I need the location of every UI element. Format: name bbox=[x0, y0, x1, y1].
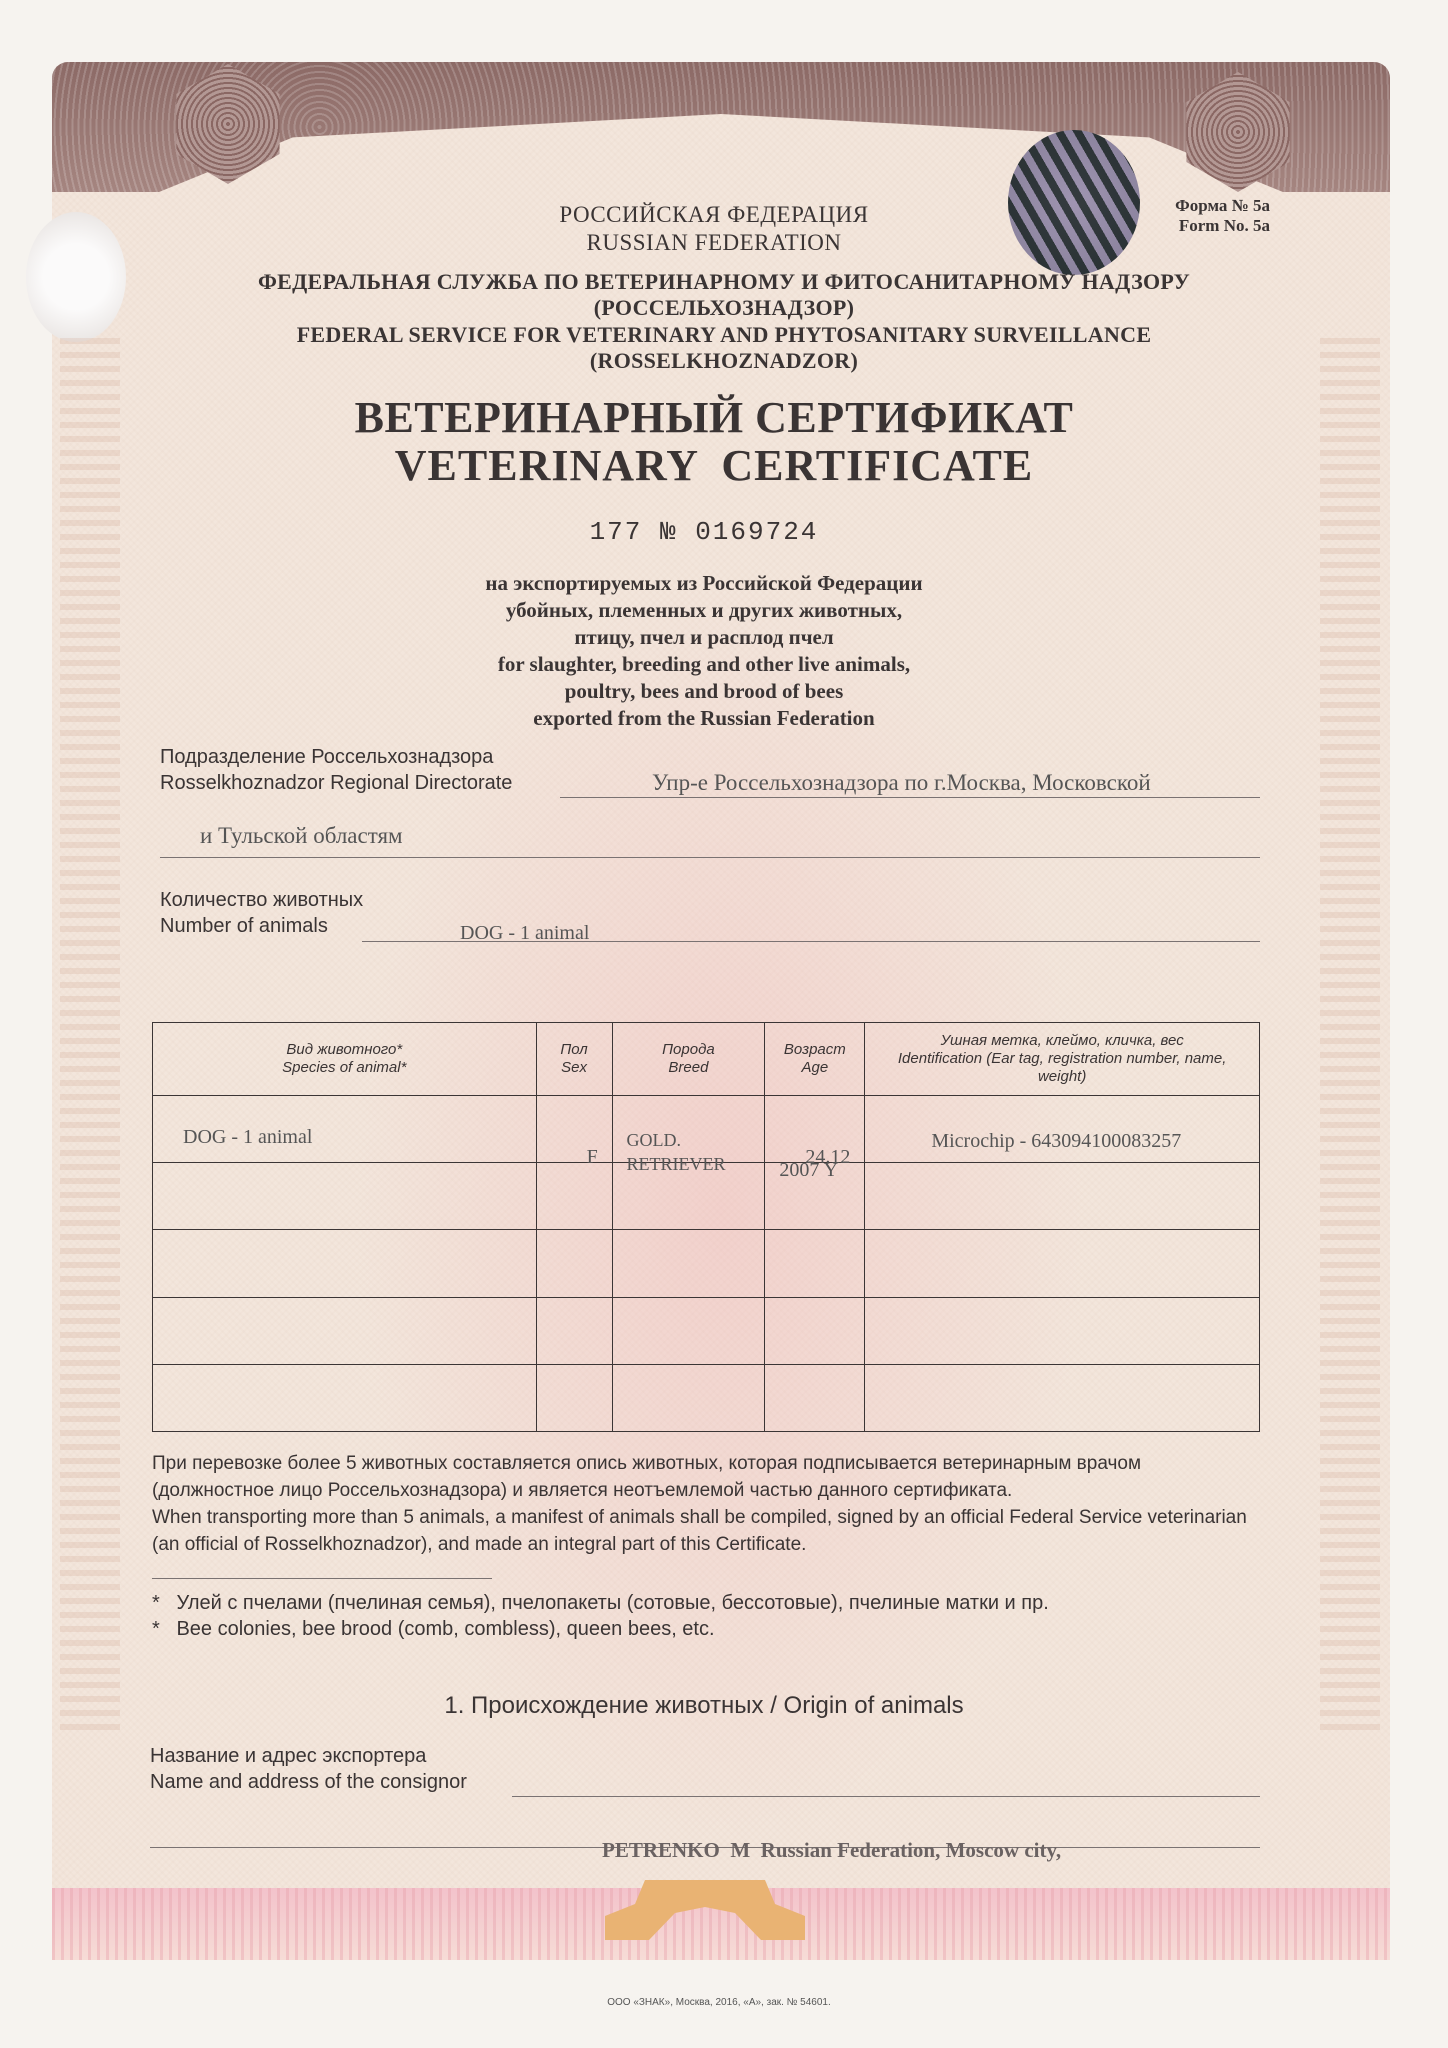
document-subtitle bbox=[0, 570, 1428, 732]
cell-identification: Microchip - 643094100083257 bbox=[865, 1096, 1260, 1163]
number-of-animals-label-ru: Количество животных bbox=[160, 889, 364, 911]
number-of-animals-value: DOG - 1 animal bbox=[460, 922, 590, 944]
agency-name-en: FEDERAL SERVICE FOR VETERINARY AND PHYTOSANITARY SURVEILLANCE bbox=[296, 322, 1152, 347]
form-number-en: Form No. 5a bbox=[1178, 216, 1270, 235]
directorate-value-line2: и Тульской областям bbox=[200, 823, 403, 848]
subtitle-line: на экспортируемых из Российской Федерации bbox=[485, 571, 923, 595]
table-row-empty bbox=[153, 1163, 1260, 1230]
footnote-en: * Bee colonies, bee brood (comb, combless), queen bees, etc. bbox=[152, 1618, 715, 1640]
country-en: RUSSIAN FEDERATION bbox=[586, 230, 842, 255]
subtitle-line: убойных, племенных и других животных, bbox=[505, 598, 903, 622]
header-breed: Порода Breed bbox=[612, 1023, 765, 1096]
printer-imprint: ООО «ЗНАК», Москва, 2016, «А», зак. № 54601. bbox=[607, 1997, 831, 2008]
directorate-label-en: Rosselkhoznadzor Regional Directorate bbox=[160, 772, 513, 794]
subtitle-line: for slaughter, breeding and other live animals, bbox=[497, 652, 911, 676]
cell-sex: F bbox=[536, 1096, 612, 1163]
directorate-underline bbox=[560, 797, 1260, 798]
subtitle-line: птицу, пчел и расплод пчел bbox=[574, 625, 834, 649]
footnote-ru: * Улей с пчелами (пчелиная семья), пчелопакеты (сотовые, бессотовые), пчелиные матки и пр. bbox=[152, 1592, 1049, 1614]
consignor-value: PETRENKO M Russian Federation, Moscow city, bbox=[602, 1838, 1062, 1862]
header-identification: Ушная метка, клеймо, кличка, вес Identification (Ear tag, registration number, name, weight) bbox=[865, 1023, 1260, 1096]
number-of-animals-label-en: Number of animals bbox=[160, 915, 328, 937]
cell-age: 24.12 bbox=[765, 1096, 865, 1163]
consignor-underline bbox=[512, 1796, 1260, 1797]
manifest-note-en: When transporting more than 5 animals, a manifest of animals shall be compiled, signed by an official Federal Service veterinarian (an official of Rosselkhoznadzor), and made an integral part of this Certificate. bbox=[152, 1507, 1247, 1555]
header-species: Вид животного* Species of animal* bbox=[153, 1023, 537, 1096]
agency-abbr-ru: (РОССЕЛЬХОЗНАДЗОР) bbox=[593, 295, 855, 320]
consignor-label-ru: Название и адрес экспортера bbox=[150, 1745, 427, 1767]
table-row-empty bbox=[153, 1230, 1260, 1297]
cell-species: DOG - 1 animal bbox=[153, 1096, 537, 1163]
agency-name-ru: ФЕДЕРАЛЬНАЯ СЛУЖБА ПО ВЕТЕРИНАРНОМУ И ФИТОСАНИТАРНОМУ НАДЗОРУ bbox=[257, 269, 1191, 294]
consignor-label-en: Name and address of the consignor bbox=[150, 1771, 467, 1793]
document-title-en: VETERINARY CERTIFICATE bbox=[394, 441, 1034, 490]
subtitle-line: exported from the Russian Federation bbox=[533, 706, 875, 730]
directorate-underline-2 bbox=[160, 857, 1260, 858]
animals-table bbox=[152, 1022, 1260, 1432]
directorate-label-ru: Подразделение Россельхознадзора bbox=[160, 746, 494, 768]
table-row bbox=[153, 1096, 1260, 1163]
directorate-value-line1: Упр-е Россельхознадзора по г.Москва, Московской bbox=[652, 770, 1151, 795]
header-sex: Пол Sex bbox=[536, 1023, 612, 1096]
form-number bbox=[1160, 196, 1270, 236]
table-row-empty bbox=[153, 1297, 1260, 1364]
table-header-row bbox=[153, 1023, 1260, 1096]
table-row-empty bbox=[153, 1364, 1260, 1431]
country-ru: РОССИЙСКАЯ ФЕДЕРАЦИЯ bbox=[559, 202, 869, 227]
subtitle-line: poultry, bees and brood of bees bbox=[564, 679, 844, 703]
agency-abbr-en: (ROSSELKHOZNADZOR) bbox=[589, 348, 859, 373]
manifest-note-ru: При перевозке более 5 животных составляется опись животных, которая подписывается ветеринарным врачом (должностное лицо Россельхознадзора) и является неотъемлемой частью данного сертификата. bbox=[152, 1453, 1142, 1501]
serial-number: 177 № 0169724 bbox=[589, 517, 819, 547]
manifest-note bbox=[152, 1450, 1262, 1558]
document-title-ru: ВЕТЕРИНАРНЫЙ СЕРТИФИКАТ bbox=[354, 393, 1074, 442]
form-number-ru: Форма № 5а bbox=[1175, 196, 1270, 215]
header-age: Возраст Age bbox=[765, 1023, 865, 1096]
section-origin-title: 1. Происхождение животных / Origin of animals bbox=[444, 1692, 964, 1719]
footnote-divider bbox=[152, 1578, 492, 1579]
cell-age-year: 2007 Y bbox=[765, 1163, 865, 1230]
cell-breed: GOLD. RETRIEVER bbox=[612, 1096, 765, 1163]
